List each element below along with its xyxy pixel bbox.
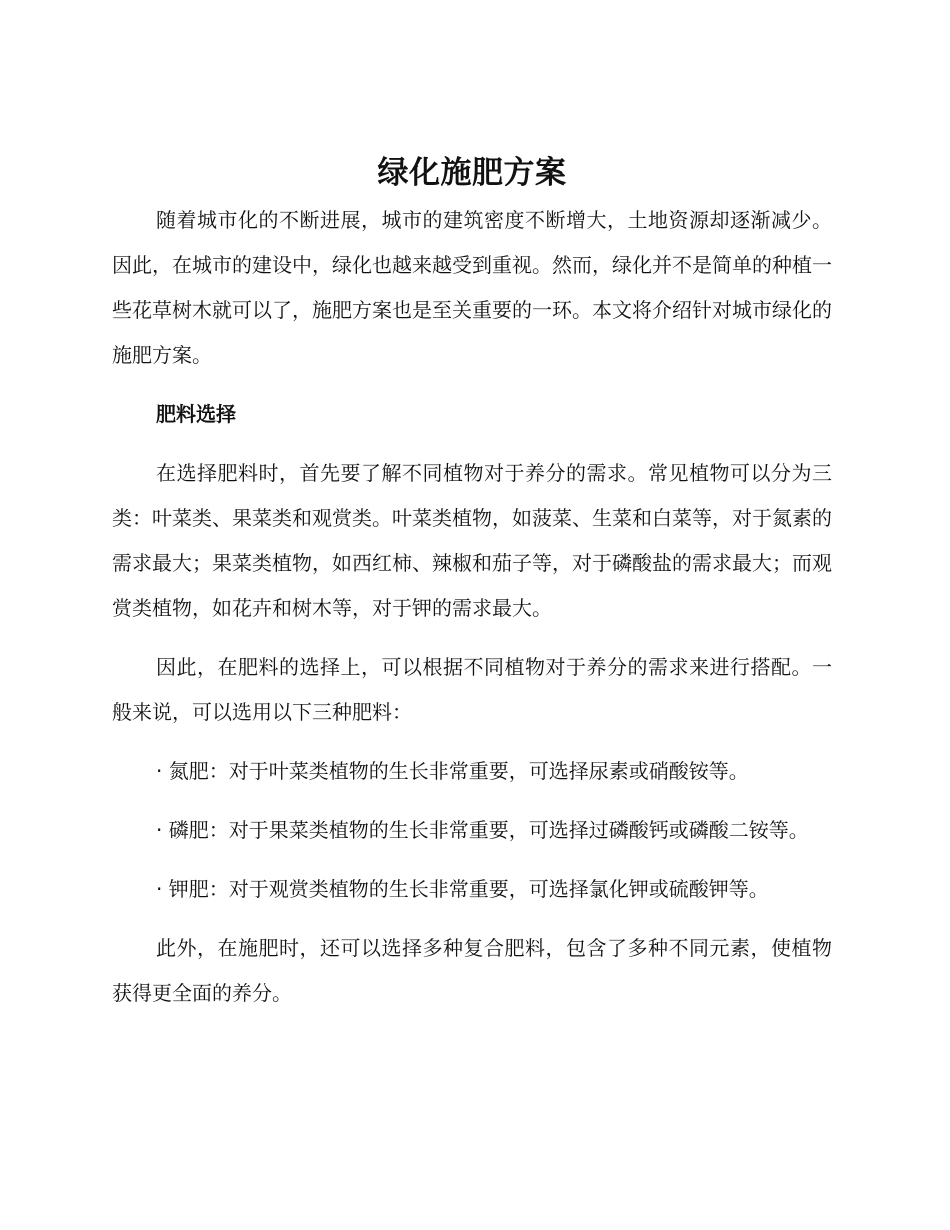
bullet-phosphorus: · 磷肥：对于果菜类植物的生长非常重要，可选择过磷酸钙或磷酸二铵等。: [156, 818, 809, 842]
document-title: 绿化施肥方案: [377, 155, 567, 191]
plants-paragraph: 在选择肥料时，首先要了解不同植物对于养分的需求。常见植物可以分为三类：叶菜类、果菜类和观赏类。叶菜类植物，如菠菜、生菜和白菜等，对于氮素的需求最大；果菜类植物，如西红柿、辣椒和茄子等，对于磷酸盐的需求最大；而观赏类植物，如花卉和树木等，对于钾的需求最大。: [112, 461, 832, 620]
compound-paragraph: 此外，在施肥时，还可以选择多种复合肥料，包含了多种不同元素，使植物获得更全面的养分。: [112, 936, 832, 1005]
document-page: [112, 148, 832, 1016]
bullet-potassium: · 钾肥：对于观赏类植物的生长非常重要，可选择氯化钾或硫酸钾等。: [156, 877, 769, 901]
intro-paragraph: 随着城市化的不断进展，城市的建筑密度不断增大，土地资源却逐渐减少。因此，在城市的建设中，绿化也越来越受到重视。然而，绿化并不是简单的种植一些花草树木就可以了，施肥方案也是至关重要的一环。本文将介绍针对城市绿化的施肥方案。: [112, 208, 832, 367]
bullet-nitrogen: · 氮肥：对于叶菜类植物的生长非常重要，可选择尿素或硝酸铵等。: [156, 759, 749, 783]
selection-paragraph: 因此，在肥料的选择上，可以根据不同植物对于养分的需求来进行搭配。一般来说，可以选用以下三种肥料：: [112, 655, 832, 724]
section-heading: 肥料选择: [156, 402, 236, 426]
